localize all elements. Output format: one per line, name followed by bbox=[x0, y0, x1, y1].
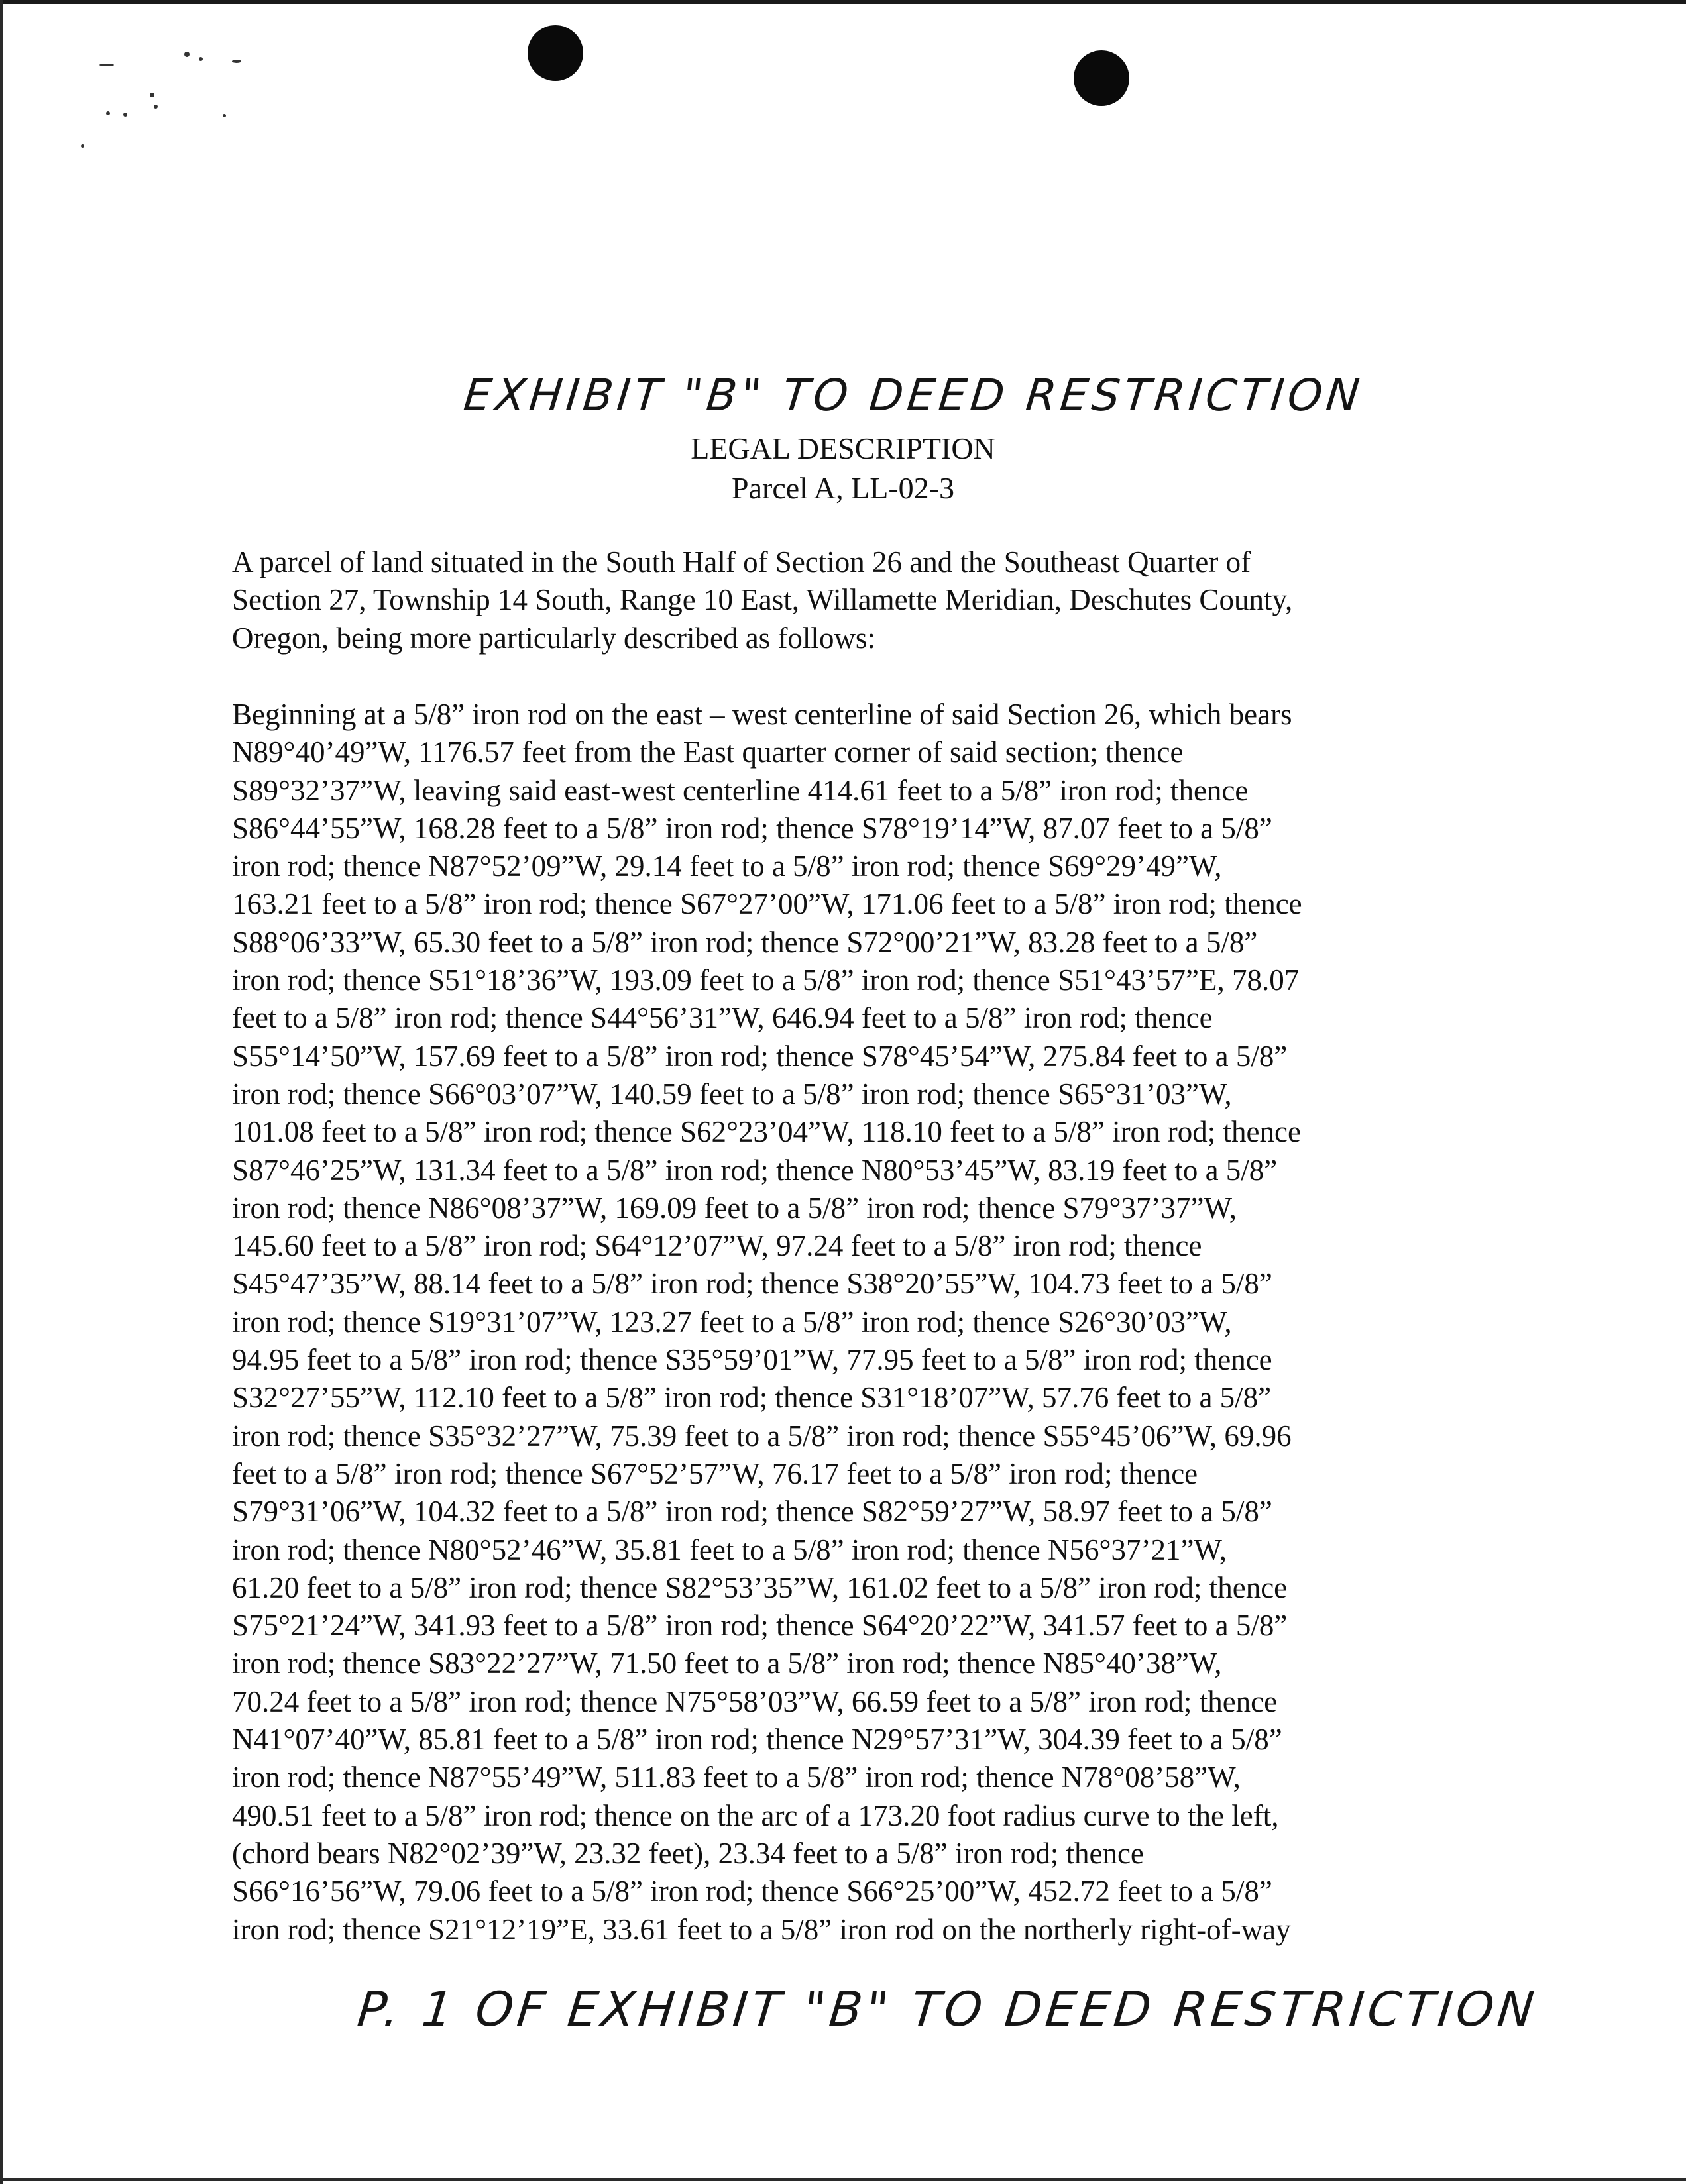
text-line: feet to a 5/8” iron rod; thence S44°56’31”W, 646.94 feet to a 5/8” iron rod; thence bbox=[232, 1001, 1213, 1035]
text-line: (chord bears N82°02’39”W, 23.32 feet), 23.34 feet to a 5/8” iron rod; thence bbox=[232, 1836, 1144, 1870]
scan-speck bbox=[150, 93, 154, 97]
text-line: Oregon, being more particularly described as follows: bbox=[232, 621, 875, 655]
text-line: S88°06’33”W, 65.30 feet to a 5/8” iron rod; thence S72°00’21”W, 83.28 feet to a 5/8” bbox=[232, 925, 1258, 959]
scan-speck bbox=[81, 144, 84, 148]
text-line: 101.08 feet to a 5/8” iron rod; thence S62°23’04”W, 118.10 feet to a 5/8” iron rod; thence bbox=[232, 1115, 1301, 1149]
text-line: iron rod; thence S19°31’07”W, 123.27 feet to a 5/8” iron rod; thence S26°30’03”W, bbox=[232, 1305, 1232, 1338]
punch-hole-right bbox=[1074, 50, 1129, 106]
text-line: iron rod; thence S66°03’07”W, 140.59 feet to a 5/8” iron rod; thence S65°31’03”W, bbox=[232, 1077, 1232, 1111]
text-line: S86°44’55”W, 168.28 feet to a 5/8” iron rod; thence S78°19’14”W, 87.07 feet to a 5/8” bbox=[232, 811, 1272, 845]
text-line: N41°07’40”W, 85.81 feet to a 5/8” iron rod; thence N29°57’31”W, 304.39 feet to a 5/8” bbox=[232, 1723, 1282, 1757]
text-line: feet to a 5/8” iron rod; thence S67°52’57”W, 76.17 feet to a 5/8” iron rod; thence bbox=[232, 1456, 1198, 1490]
text-line: S87°46’25”W, 131.34 feet to a 5/8” iron rod; thence N80°53’45”W, 83.19 feet to a 5/8” bbox=[232, 1153, 1278, 1187]
text-line: A parcel of land situated in the South Half of Section 26 and the Southeast Quarter of bbox=[232, 545, 1251, 578]
intro-paragraph bbox=[232, 543, 1491, 657]
punch-hole-left bbox=[528, 25, 583, 81]
text-line: 490.51 feet to a 5/8” iron rod; thence on the arc of a 173.20 foot radius curve to the left, bbox=[232, 1798, 1279, 1832]
text-line: S66°16’56”W, 79.06 feet to a 5/8” iron rod; thence S66°25’00”W, 452.72 feet to a 5/8” bbox=[232, 1875, 1272, 1908]
text-line: S79°31’06”W, 104.32 feet to a 5/8” iron rod; thence S82°59’27”W, 58.97 feet to a 5/8” bbox=[232, 1495, 1272, 1529]
text-line: S89°32’37”W, leaving said east-west centerline 414.61 feet to a 5/8” iron rod; thence bbox=[232, 773, 1249, 807]
text-line: iron rod; thence N87°55’49”W, 511.83 feet to a 5/8” iron rod; thence N78°08’58”W, bbox=[232, 1761, 1241, 1794]
parcel-subheading: Parcel A, LL-02-3 bbox=[732, 471, 954, 505]
text-line: Section 27, Township 14 South, Range 10 East, Willamette Meridian, Deschutes County, bbox=[232, 583, 1293, 617]
metes-and-bounds-paragraph bbox=[232, 696, 1491, 1949]
scan-speck bbox=[184, 52, 190, 57]
text-line: N89°40’49”W, 1176.57 feet from the East quarter corner of said section; thence bbox=[232, 736, 1184, 769]
text-line: iron rod; thence S51°18’36”W, 193.09 feet to a 5/8” iron rod; thence S51°43’57”E, 78.07 bbox=[232, 963, 1300, 997]
text-line: iron rod; thence S83°22’27”W, 71.50 feet to a 5/8” iron rod; thence N85°40’38”W, bbox=[232, 1647, 1222, 1680]
scan-speck bbox=[99, 64, 114, 66]
text-line: S32°27’55”W, 112.10 feet to a 5/8” iron rod; thence S31°18’07”W, 57.76 feet to a 5/8” bbox=[232, 1381, 1272, 1415]
scan-edge-bottom bbox=[0, 2178, 1686, 2181]
text-line: iron rod; thence N80°52’46”W, 35.81 feet to a 5/8” iron rod; thence N56°37’21”W, bbox=[232, 1533, 1227, 1566]
handwritten-exhibit-title: EXHIBIT "B" TO DEED RESTRICTION bbox=[461, 370, 1366, 421]
scan-speck bbox=[123, 113, 127, 117]
text-line: Beginning at a 5/8” iron rod on the east – west centerline of said Section 26, which bears bbox=[232, 698, 1292, 731]
text-line: 61.20 feet to a 5/8” iron rod; thence S82°53’35”W, 161.02 feet to a 5/8” iron rod; thence bbox=[232, 1570, 1288, 1604]
scan-speck bbox=[106, 111, 110, 115]
scan-speck bbox=[232, 60, 241, 63]
scan-speck bbox=[223, 114, 226, 117]
text-line: iron rod; thence S35°32’27”W, 75.39 feet to a 5/8” iron rod; thence S55°45’06”W, 69.96 bbox=[232, 1419, 1292, 1452]
legal-description-heading: LEGAL DESCRIPTION bbox=[691, 431, 995, 465]
text-line: 70.24 feet to a 5/8” iron rod; thence N75°58’03”W, 66.59 feet to a 5/8” iron rod; thence bbox=[232, 1684, 1278, 1718]
text-line: iron rod; thence S21°12’19”E, 33.61 feet to a 5/8” iron rod on the northerly right-of-way bbox=[232, 1912, 1291, 1946]
scan-speck bbox=[154, 105, 158, 109]
scan-edge-top bbox=[0, 0, 1686, 4]
text-line: 163.21 feet to a 5/8” iron rod; thence S67°27’00”W, 171.06 feet to a 5/8” iron rod; thence bbox=[232, 887, 1302, 921]
text-line: 94.95 feet to a 5/8” iron rod; thence S35°59’01”W, 77.95 feet to a 5/8” iron rod; thence bbox=[232, 1343, 1272, 1377]
text-line: S75°21’24”W, 341.93 feet to a 5/8” iron rod; thence S64°20’22”W, 341.57 feet to a 5/8” bbox=[232, 1609, 1288, 1643]
scan-speck bbox=[199, 57, 203, 61]
text-line: 145.60 feet to a 5/8” iron rod; S64°12’07”W, 97.24 feet to a 5/8” iron rod; thence bbox=[232, 1229, 1202, 1263]
text-line: S45°47’35”W, 88.14 feet to a 5/8” iron rod; thence S38°20’55”W, 104.73 feet to a 5/8” bbox=[232, 1267, 1272, 1301]
handwritten-page-footer: P. 1 OF EXHIBIT "B" TO DEED RESTRICTION bbox=[355, 1981, 1541, 2037]
text-line: S55°14’50”W, 157.69 feet to a 5/8” iron rod; thence S78°45’54”W, 275.84 feet to a 5/8” bbox=[232, 1039, 1288, 1073]
text-line: iron rod; thence N86°08’37”W, 169.09 feet to a 5/8” iron rod; thence S79°37’37”W, bbox=[232, 1191, 1237, 1225]
scan-edge-left bbox=[0, 0, 3, 2184]
text-line: iron rod; thence N87°52’09”W, 29.14 feet to a 5/8” iron rod; thence S69°29’49”W, bbox=[232, 849, 1222, 883]
